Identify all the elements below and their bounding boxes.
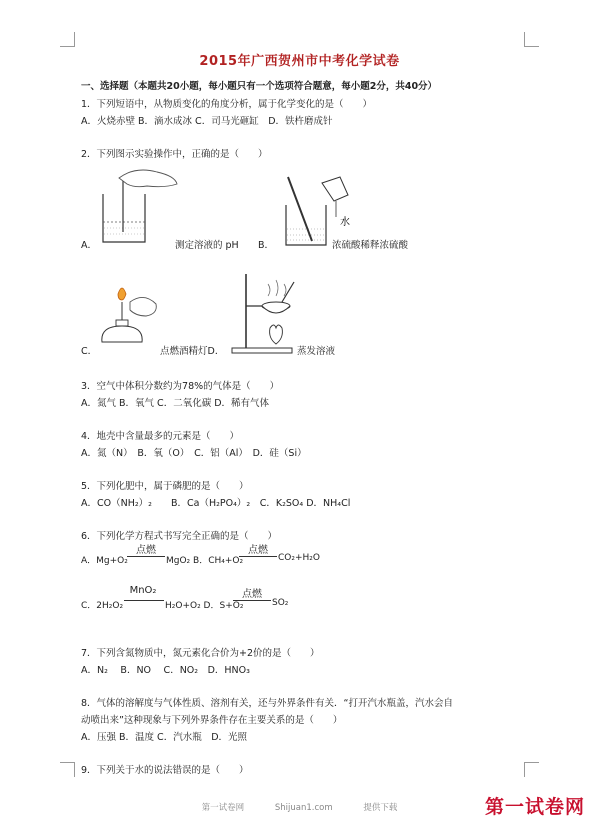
footer-site-domain[interactable]: Shijuan1.com bbox=[274, 803, 333, 813]
option-c-caption: 点燃酒精灯D． bbox=[160, 346, 225, 357]
question-1-options: A．火烧赤壁 B．滴水成冰 C．司马光砸缸 D．铁杵磨成针 bbox=[81, 116, 333, 127]
question-8-stem-line2: 动喷出来”这种现象与下列外界条件存在主要关系的是（ ） bbox=[81, 715, 343, 726]
equation-b-arrow bbox=[239, 556, 277, 557]
question-7-stem: 7．下列含氮物质中，氮元素化合价为+2价的是（ ） bbox=[81, 648, 320, 659]
equation-c-reactants: C．2H₂O₂ bbox=[81, 601, 124, 611]
equation-a-reactants: A．Mg+O₂ bbox=[81, 556, 128, 566]
option-a-caption: 测定溶液的 pH bbox=[175, 240, 239, 251]
question-3-stem: 3．空气中体积分数约为78%的气体是（ ） bbox=[81, 381, 280, 392]
equation-a-condition: 点燃 bbox=[136, 545, 156, 556]
evaporation-figure bbox=[228, 272, 308, 354]
water-label: 水 bbox=[340, 217, 350, 228]
alcohol-lamp-figure bbox=[96, 282, 166, 352]
equation-a-products: MgO₂ B．CH₄+O₂ bbox=[166, 556, 244, 566]
question-4-stem: 4．地壳中含量最多的元素是（ ） bbox=[81, 431, 240, 442]
page-corner-mark bbox=[60, 32, 75, 47]
site-brand-logo: 第一试卷网 bbox=[484, 796, 585, 818]
equation-a-arrow bbox=[127, 556, 165, 557]
equation-d-products: SO₂ bbox=[272, 598, 289, 608]
question-5-options: A．CO（NH₂）₂ B．Ca（H₂PO₄）₂ C．K₂SO₄ D．NH₄Cl bbox=[81, 498, 351, 509]
question-8-stem-line1: 8．气体的溶解度与气体性质、溶剂有关，还与外界条件有关．“打开汽水瓶盖，汽水会自 bbox=[81, 698, 453, 709]
equation-b-condition: 点燃 bbox=[248, 545, 268, 556]
question-4-options: A．氮（N） B．氧（O） C．铝（Al） D．硅（Si） bbox=[81, 448, 307, 459]
page-corner-mark bbox=[524, 762, 539, 777]
option-a-label: A． bbox=[81, 240, 97, 251]
page-corner-mark bbox=[60, 762, 75, 777]
option-b-label: B． bbox=[258, 240, 275, 251]
footer-download-note: 提供下载 bbox=[363, 803, 398, 813]
footer-site-name: 第一试卷网 bbox=[201, 803, 245, 813]
question-6-stem: 6．下列化学方程式书写完全正确的是（ ） bbox=[81, 531, 278, 542]
question-2-stem: 2．下列图示实验操作中，正确的是（ ） bbox=[81, 149, 268, 160]
option-b-caption: 浓硫酸稀释浓硫酸 bbox=[332, 240, 409, 251]
equation-b-products: CO₂+H₂O bbox=[278, 553, 320, 563]
question-1-stem: 1．下列短语中，从物质变化的角度分析，属于化学变化的是（ ） bbox=[81, 99, 373, 110]
equation-d-arrow bbox=[233, 600, 271, 601]
option-c-label: C． bbox=[81, 346, 98, 357]
page-corner-mark bbox=[524, 32, 539, 47]
equation-c-arrow bbox=[124, 600, 164, 601]
equation-c-products: H₂O+O₂ D．S+O₂ bbox=[165, 601, 244, 611]
section-heading: 一、选择题（本题共20小题，每小题只有一个选项符合题意，每小题2分，共40分） bbox=[81, 81, 438, 92]
exam-title: 2015年广西贺州市中考化学试卷 bbox=[199, 54, 400, 69]
question-7-options: A．N₂ B．NO C．NO₂ D．HNO₃ bbox=[81, 665, 250, 676]
equation-c-catalyst: MnO₂ bbox=[129, 585, 157, 596]
question-8-options: A．压强 B．温度 C．汽水瓶 D．光照 bbox=[81, 732, 248, 743]
option-d-caption: 蒸发溶液 bbox=[297, 346, 336, 357]
question-3-options: A．氮气 B．氧气 C．二氧化碳 D．稀有气体 bbox=[81, 398, 270, 409]
ph-test-figure bbox=[95, 166, 185, 246]
question-5-stem: 5．下列化肥中，属于磷肥的是（ ） bbox=[81, 481, 249, 492]
question-9-stem: 9．下列关于水的说法错误的是（ ） bbox=[81, 765, 249, 776]
equation-d-condition: 点燃 bbox=[242, 589, 262, 600]
